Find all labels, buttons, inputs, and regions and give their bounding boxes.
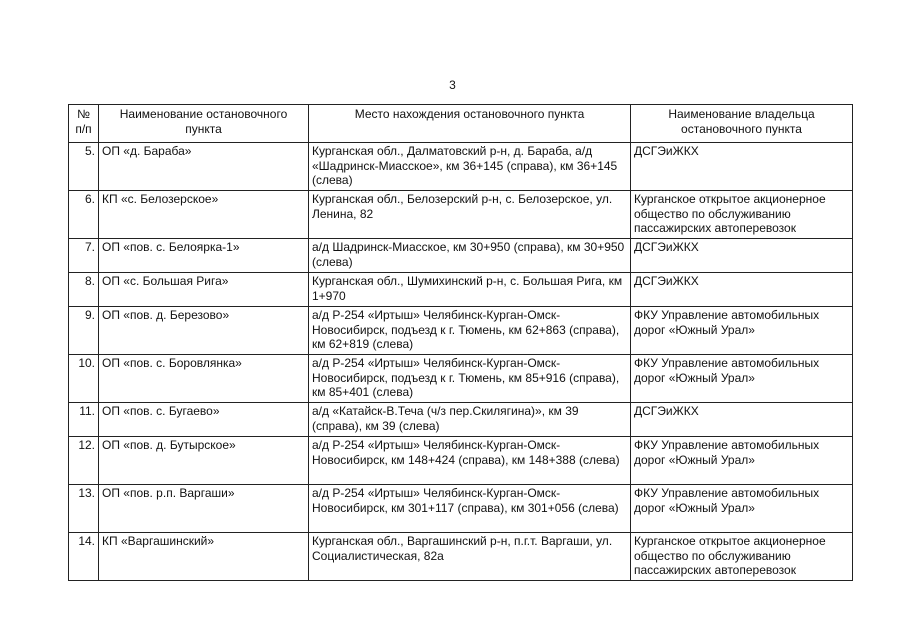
header-owner: Наименование владельца остановочного пункта xyxy=(631,105,853,143)
row-num: 9. xyxy=(69,307,99,355)
row-name: КП «Варгашинский» xyxy=(99,533,309,581)
row-owner: Курганское открытое акционерное общество по обслуживанию пассажирских автоперевозок xyxy=(631,191,853,239)
row-name: ОП «пов. р.п. Варгаши» xyxy=(99,485,309,533)
row-num: 14. xyxy=(69,533,99,581)
row-num: 8. xyxy=(69,273,99,307)
table-row xyxy=(69,533,853,581)
row-owner: ФКУ Управление автомобильных дорог «Южный Урал» xyxy=(631,437,853,485)
table-row xyxy=(69,239,853,273)
row-name: ОП «пов. с. Боровлянка» xyxy=(99,355,309,403)
row-location: Курганская обл., Белозерский р-н, с. Белозерское, ул. Ленина, 82 xyxy=(309,191,631,239)
row-location: Курганская обл., Варгашинский р-н, п.г.т. Варгаши, ул. Социалистическая, 82а xyxy=(309,533,631,581)
row-location: а/д Р-254 «Иртыш» Челябинск-Курган-Омск-Новосибирск, подъезд к г. Тюмень, км 85+916 (справа), км 85+401 (слева) xyxy=(309,355,631,403)
row-location: Курганская обл., Шумихинский р-н, с. Большая Рига, км 1+970 xyxy=(309,273,631,307)
page-number: 3 xyxy=(449,78,456,92)
row-owner: ДСГЭиЖКХ xyxy=(631,273,853,307)
row-name: ОП «пов. д. Бутырское» xyxy=(99,437,309,485)
row-name: ОП «пов. д. Березово» xyxy=(99,307,309,355)
table-row xyxy=(69,143,853,191)
row-owner: ДСГЭиЖКХ xyxy=(631,143,853,191)
row-location: а/д Р-254 «Иртыш» Челябинск-Курган-Омск-Новосибирск, км 148+424 (справа), км 148+388 (слева) xyxy=(309,437,631,485)
row-num: 10. xyxy=(69,355,99,403)
row-owner: ФКУ Управление автомобильных дорог «Южный Урал» xyxy=(631,355,853,403)
header-location: Место нахождения остановочного пункта xyxy=(309,105,631,143)
row-name: КП «с. Белозерское» xyxy=(99,191,309,239)
row-name: ОП «д. Бараба» xyxy=(99,143,309,191)
row-num: 12. xyxy=(69,437,99,485)
row-num: 6. xyxy=(69,191,99,239)
row-owner: ДСГЭиЖКХ xyxy=(631,403,853,437)
table-row xyxy=(69,355,853,403)
table-row xyxy=(69,273,853,307)
table-row xyxy=(69,437,853,485)
row-num: 11. xyxy=(69,403,99,437)
row-owner: ДСГЭиЖКХ xyxy=(631,239,853,273)
row-num: 7. xyxy=(69,239,99,273)
row-name: ОП «пов. с. Белоярка-1» xyxy=(99,239,309,273)
table-row xyxy=(69,485,853,533)
row-location: а/д «Катайск-В.Теча (ч/з пер.Скилягина)», км 39 (справа), км 39 (слева) xyxy=(309,403,631,437)
stops-table xyxy=(68,104,853,581)
table-row xyxy=(69,307,853,355)
table-row xyxy=(69,191,853,239)
table-row xyxy=(69,403,853,437)
row-num: 5. xyxy=(69,143,99,191)
row-location: а/д Шадринск-Миасское, км 30+950 (справа), км 30+950 (слева) xyxy=(309,239,631,273)
header-num: № п/п xyxy=(69,105,99,143)
row-location: Курганская обл., Далматовский р-н, д. Бараба, а/д «Шадринск-Миасское», км 36+145 (справа), км 36+145 (слева) xyxy=(309,143,631,191)
row-name: ОП «с. Большая Рига» xyxy=(99,273,309,307)
row-owner: ФКУ Управление автомобильных дорог «Южный Урал» xyxy=(631,307,853,355)
table-header-row xyxy=(69,105,853,143)
header-name: Наименование остановочного пункта xyxy=(99,105,309,143)
row-location: а/д Р-254 «Иртыш» Челябинск-Курган-Омск-Новосибирск, км 301+117 (справа), км 301+056 (слева) xyxy=(309,485,631,533)
row-location: а/д Р-254 «Иртыш» Челябинск-Курган-Омск-Новосибирск, подъезд к г. Тюмень, км 62+863 (справа), км 62+819 (слева) xyxy=(309,307,631,355)
row-owner: Курганское открытое акционерное общество по обслуживанию пассажирских автоперевозок xyxy=(631,533,853,581)
row-name: ОП «пов. с. Бугаево» xyxy=(99,403,309,437)
row-num: 13. xyxy=(69,485,99,533)
row-owner: ФКУ Управление автомобильных дорог «Южный Урал» xyxy=(631,485,853,533)
